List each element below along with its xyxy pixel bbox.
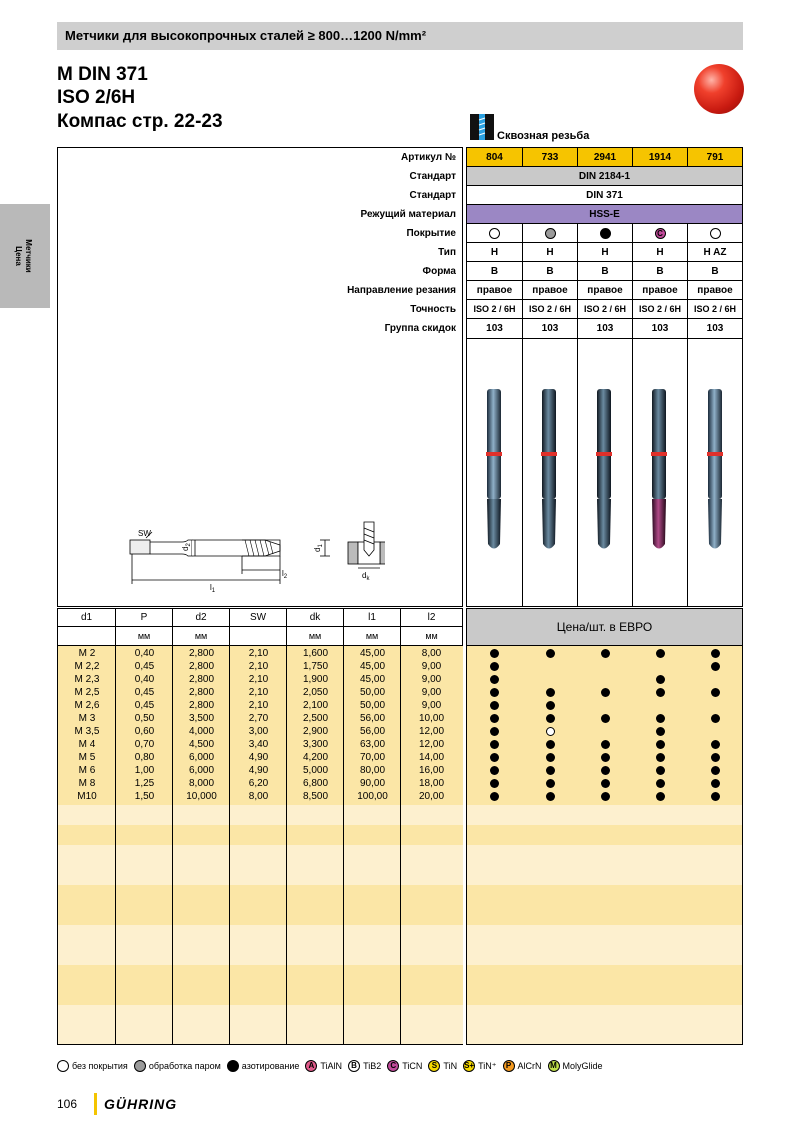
article-791[interactable]: 791 bbox=[688, 148, 742, 167]
dim-d1-sub: 1 bbox=[318, 544, 324, 548]
cell-dk: 2,100 bbox=[302, 700, 329, 711]
cell-d2: 10,000 bbox=[186, 791, 217, 802]
article-2941[interactable]: 2941 bbox=[578, 148, 633, 167]
cell-l1: 80,00 bbox=[359, 765, 386, 776]
col-header-dk: dk bbox=[287, 609, 344, 627]
type-cell: H bbox=[467, 243, 523, 262]
cell-d1: M10 bbox=[77, 791, 97, 802]
legend-label: TiN bbox=[443, 1061, 458, 1071]
available-dot-icon[interactable] bbox=[601, 766, 610, 775]
cell-l1: 70,00 bbox=[359, 752, 386, 763]
available-dot-icon[interactable] bbox=[490, 688, 499, 697]
coating-swatch-icon: B bbox=[348, 1060, 360, 1072]
legend-label: без покрытия bbox=[72, 1061, 128, 1071]
cell-d2: 4,000 bbox=[188, 726, 215, 737]
dim-l2-letter: l bbox=[282, 569, 284, 578]
coating-ticn-icon: C bbox=[655, 228, 666, 239]
price-header: Цена/шт. в ЕВРО bbox=[467, 609, 742, 646]
legend-item bbox=[348, 1060, 381, 1072]
row-stripe bbox=[467, 845, 742, 885]
label-standard1: Стандарт bbox=[409, 171, 456, 182]
legend-label: обработка паром bbox=[148, 1061, 221, 1071]
row-stripe bbox=[58, 845, 463, 885]
cell-l2: 12,00 bbox=[418, 726, 445, 737]
coating-cell bbox=[578, 224, 633, 243]
row-stripe bbox=[58, 965, 463, 1005]
dim-l2-label bbox=[282, 569, 288, 580]
available-dot-icon[interactable] bbox=[546, 753, 555, 762]
cell-p: 0,70 bbox=[134, 739, 155, 750]
cell-sw: 4,90 bbox=[248, 752, 269, 763]
cell-l2: 9,00 bbox=[421, 687, 442, 698]
cell-l2: 12,00 bbox=[418, 739, 445, 750]
available-dot-icon[interactable] bbox=[601, 688, 610, 697]
cell-p: 0,50 bbox=[134, 713, 155, 724]
unit-cell: мм bbox=[344, 627, 401, 646]
coating-nitrided-icon bbox=[600, 228, 611, 239]
row-stripe bbox=[467, 885, 742, 925]
header-bar bbox=[57, 22, 743, 50]
form-cell: B bbox=[467, 262, 523, 281]
cell-d2: 2,800 bbox=[188, 674, 215, 685]
cell-d2: 2,800 bbox=[188, 687, 215, 698]
legend-label: TiB2 bbox=[363, 1061, 382, 1071]
unit-cell bbox=[230, 627, 287, 646]
label-type: Тип bbox=[438, 247, 456, 258]
legend-item bbox=[227, 1060, 300, 1072]
cell-p: 1,25 bbox=[134, 778, 155, 789]
title-standard: M DIN 371 bbox=[57, 64, 148, 85]
available-dot-icon[interactable] bbox=[711, 688, 720, 697]
row-stripe bbox=[467, 805, 742, 825]
cell-d2: 2,800 bbox=[188, 648, 215, 659]
dim-d1-letter: d bbox=[313, 547, 322, 552]
available-dot-icon[interactable] bbox=[711, 792, 720, 801]
cell-l1: 63,00 bbox=[359, 739, 386, 750]
precision-cell: ISO 2 / 6H bbox=[578, 300, 633, 319]
legend-item bbox=[305, 1060, 342, 1072]
label-article: Артикул № bbox=[401, 152, 456, 163]
cell-sw: 4,90 bbox=[248, 765, 269, 776]
cell-l1: 50,00 bbox=[359, 687, 386, 698]
legend-item bbox=[134, 1060, 221, 1072]
legend-item bbox=[387, 1060, 422, 1072]
discount-cell: 103 bbox=[578, 319, 633, 338]
cell-dk: 2,500 bbox=[302, 713, 329, 724]
article-733[interactable]: 733 bbox=[523, 148, 578, 167]
available-dot-icon[interactable] bbox=[546, 649, 555, 658]
cell-dk: 3,300 bbox=[302, 739, 329, 750]
coating-cell bbox=[523, 224, 578, 243]
cell-d1: M 5 bbox=[78, 752, 96, 763]
row-stripe bbox=[58, 805, 463, 825]
label-form: Форма bbox=[422, 266, 456, 277]
unit-cell: мм bbox=[116, 627, 173, 646]
available-dot-icon[interactable] bbox=[656, 779, 665, 788]
unit-cell: мм bbox=[401, 627, 462, 646]
cell-sw: 2,70 bbox=[248, 713, 269, 724]
cell-l1: 56,00 bbox=[359, 713, 386, 724]
cell-l2: 16,00 bbox=[418, 765, 445, 776]
cell-d2: 6,000 bbox=[188, 752, 215, 763]
available-dot-icon[interactable] bbox=[711, 714, 720, 723]
cell-dk: 1,600 bbox=[302, 648, 329, 659]
dim-d2-label bbox=[181, 543, 192, 551]
cell-d2: 2,800 bbox=[188, 661, 215, 672]
precision-cell: ISO 2 / 6H bbox=[633, 300, 688, 319]
row-stripe bbox=[467, 1005, 742, 1044]
standard-din2184: DIN 2184-1 bbox=[467, 167, 742, 186]
cell-p: 1,50 bbox=[134, 791, 155, 802]
cell-l2: 18,00 bbox=[418, 778, 445, 789]
cell-sw: 2,10 bbox=[248, 661, 269, 672]
cell-l1: 50,00 bbox=[359, 700, 386, 711]
discount-cell: 103 bbox=[467, 319, 523, 338]
cell-sw: 3,40 bbox=[248, 739, 269, 750]
cell-d2: 3,500 bbox=[188, 713, 215, 724]
available-dot-icon[interactable] bbox=[490, 740, 499, 749]
brand-logo: GÜHRING bbox=[104, 1096, 178, 1112]
col-header-d2: d2 bbox=[173, 609, 230, 627]
col-header-sw: SW bbox=[230, 609, 287, 627]
direction-cell: правое bbox=[688, 281, 742, 300]
label-precision: Точность bbox=[410, 304, 456, 315]
cell-d1: M 2,6 bbox=[74, 700, 100, 711]
cell-l1: 45,00 bbox=[359, 661, 386, 672]
cell-l2: 8,00 bbox=[421, 648, 442, 659]
tool-images bbox=[467, 339, 742, 607]
label-material: Режущий материал bbox=[360, 209, 456, 220]
coating-swatch-icon: P bbox=[503, 1060, 515, 1072]
tool-1914-image bbox=[651, 389, 667, 549]
available-dot-icon[interactable] bbox=[656, 740, 665, 749]
cell-d1: M 6 bbox=[78, 765, 96, 776]
article-1914[interactable]: 1914 bbox=[633, 148, 688, 167]
cell-p: 0,40 bbox=[134, 674, 155, 685]
footer-accent-bar bbox=[94, 1093, 97, 1115]
legend-label: TiCN bbox=[402, 1061, 423, 1071]
row-stripe bbox=[467, 925, 742, 965]
cell-d1: M 2 bbox=[78, 648, 96, 659]
available-dot-icon[interactable] bbox=[656, 792, 665, 801]
label-coating: Покрытие bbox=[406, 228, 456, 239]
direction-cell: правое bbox=[523, 281, 578, 300]
label-discount: Группа скидок bbox=[384, 323, 456, 334]
cell-l2: 10,00 bbox=[418, 713, 445, 724]
page-number: 106 bbox=[57, 1097, 78, 1111]
article-804[interactable]: 804 bbox=[467, 148, 523, 167]
type-cell: H bbox=[633, 243, 688, 262]
available-dot-icon[interactable] bbox=[546, 779, 555, 788]
legend-item bbox=[503, 1060, 542, 1072]
coating-cell bbox=[467, 224, 523, 243]
available-dot-icon[interactable] bbox=[601, 779, 610, 788]
cell-sw: 8,00 bbox=[248, 791, 269, 802]
coating-steam-icon bbox=[545, 228, 556, 239]
side-tab-line1: Метчики bbox=[24, 239, 33, 273]
precision-cell: ISO 2 / 6H bbox=[688, 300, 742, 319]
title-compass-ref: Компас стр. 22-23 bbox=[57, 111, 223, 132]
cell-dk: 5,000 bbox=[302, 765, 329, 776]
side-tab-text bbox=[13, 239, 33, 272]
col-header-p: P bbox=[116, 609, 173, 627]
thread-type-label: Сквозная резьба bbox=[497, 130, 590, 142]
cell-d2: 2,800 bbox=[188, 700, 215, 711]
cell-d1: M 4 bbox=[78, 739, 96, 750]
cell-p: 0,45 bbox=[134, 661, 155, 672]
dim-dk-sub: k bbox=[366, 576, 370, 582]
discount-cell: 103 bbox=[706, 323, 724, 334]
available-dot-icon[interactable] bbox=[490, 792, 499, 801]
type-cell: H bbox=[523, 243, 578, 262]
cell-l1: 45,00 bbox=[359, 674, 386, 685]
direction-cell: правое bbox=[467, 281, 523, 300]
cell-d1: M 2,5 bbox=[74, 687, 100, 698]
legend-item bbox=[548, 1060, 603, 1072]
available-dot-icon[interactable] bbox=[656, 727, 665, 736]
available-dot-icon[interactable] bbox=[546, 740, 555, 749]
legend-label: TiN⁺ bbox=[478, 1060, 497, 1071]
form-cell: B bbox=[688, 262, 742, 281]
available-dot-icon[interactable] bbox=[601, 714, 610, 723]
cell-dk: 1,900 bbox=[302, 674, 329, 685]
available-dot-icon[interactable] bbox=[656, 714, 665, 723]
coating-cell bbox=[688, 224, 742, 243]
row-stripe bbox=[467, 965, 742, 1005]
form-cell: B bbox=[633, 262, 688, 281]
legend-label: азотирование bbox=[241, 1061, 300, 1071]
legend-item bbox=[463, 1060, 496, 1072]
cell-l2: 20,00 bbox=[418, 791, 445, 802]
available-dot-icon[interactable] bbox=[490, 649, 499, 658]
coating-swatch-icon: S+ bbox=[464, 1061, 475, 1070]
label-standard2: Стандарт bbox=[409, 190, 456, 201]
cell-l2: 9,00 bbox=[421, 674, 442, 685]
available-dot-icon[interactable] bbox=[490, 714, 499, 723]
side-tab bbox=[0, 204, 50, 308]
dim-d1-label bbox=[313, 544, 324, 552]
cell-l1: 90,00 bbox=[359, 778, 386, 789]
available-on-request-icon[interactable] bbox=[546, 727, 555, 736]
cell-sw: 6,20 bbox=[248, 778, 269, 789]
available-dot-icon[interactable] bbox=[711, 649, 720, 658]
col-header-l1: l1 bbox=[344, 609, 401, 627]
available-dot-icon[interactable] bbox=[711, 766, 720, 775]
label-direction: Направление резания bbox=[347, 285, 456, 296]
col-header-l2: l2 bbox=[401, 609, 462, 627]
available-dot-icon[interactable] bbox=[546, 701, 555, 710]
cell-p: 1,00 bbox=[134, 765, 155, 776]
precision-cell: ISO 2 / 6H bbox=[523, 300, 578, 319]
coating-swatch-icon bbox=[57, 1060, 69, 1072]
cell-p: 0,45 bbox=[134, 700, 155, 711]
cell-sw: 3,00 bbox=[248, 726, 269, 737]
title-tolerance: ISO 2/6H bbox=[57, 87, 136, 108]
cell-p: 0,40 bbox=[134, 648, 155, 659]
coating-swatch-icon: M bbox=[548, 1060, 560, 1072]
legend-label: TiAlN bbox=[320, 1061, 343, 1071]
tool-804-image bbox=[486, 389, 502, 549]
coating-swatch-icon: S bbox=[428, 1060, 440, 1072]
side-tab-line2: Цена bbox=[14, 246, 23, 266]
precision-cell: ISO 2 / 6H bbox=[467, 300, 523, 319]
coating-swatch-icon bbox=[134, 1060, 146, 1072]
cell-sw: 2,10 bbox=[248, 687, 269, 698]
tool-791-image bbox=[707, 389, 723, 549]
standard-din371: DIN 371 bbox=[467, 186, 742, 205]
cell-sw: 2,10 bbox=[248, 674, 269, 685]
available-dot-icon[interactable] bbox=[546, 714, 555, 723]
available-dot-icon[interactable] bbox=[656, 675, 665, 684]
dim-dk-letter: d bbox=[362, 571, 367, 580]
available-dot-icon[interactable] bbox=[490, 675, 499, 684]
available-dot-icon[interactable] bbox=[490, 662, 499, 671]
cell-d1: M 8 bbox=[78, 778, 96, 789]
direction-cell: правое bbox=[578, 281, 633, 300]
discount-cell: 103 bbox=[523, 319, 578, 338]
dim-l1-label bbox=[210, 583, 216, 594]
cell-dk: 1,750 bbox=[302, 661, 329, 672]
available-dot-icon[interactable] bbox=[711, 779, 720, 788]
form-cell: B bbox=[578, 262, 633, 281]
tap-drawing bbox=[120, 518, 385, 596]
cell-d1: M 2,2 bbox=[74, 661, 100, 672]
cell-l2: 9,00 bbox=[421, 661, 442, 672]
available-dot-icon[interactable] bbox=[601, 753, 610, 762]
row-stripe bbox=[58, 885, 463, 925]
cell-dk: 4,200 bbox=[302, 752, 329, 763]
available-dot-icon[interactable] bbox=[656, 649, 665, 658]
cell-l1: 56,00 bbox=[359, 726, 386, 737]
cell-l2: 14,00 bbox=[418, 752, 445, 763]
type-cell: H bbox=[578, 243, 633, 262]
available-dot-icon[interactable] bbox=[601, 740, 610, 749]
form-cell: B bbox=[523, 262, 578, 281]
cell-dk: 2,900 bbox=[302, 726, 329, 737]
coating-swatch-icon: A bbox=[305, 1060, 317, 1072]
available-dot-icon[interactable] bbox=[490, 701, 499, 710]
coating-swatch-icon bbox=[227, 1060, 239, 1072]
cell-d1: M 2,3 bbox=[74, 674, 100, 685]
available-dot-icon[interactable] bbox=[656, 688, 665, 697]
header-title: Метчики для высокопрочных сталей ≥ 800…1200 N/mm² bbox=[65, 28, 427, 43]
available-dot-icon[interactable] bbox=[601, 792, 610, 801]
cell-sw: 2,10 bbox=[248, 700, 269, 711]
available-dot-icon[interactable] bbox=[711, 662, 720, 671]
available-dot-icon[interactable] bbox=[490, 753, 499, 762]
hardness-ball-icon bbox=[694, 64, 744, 114]
row-stripe bbox=[467, 825, 742, 845]
through-hole-icon bbox=[470, 114, 494, 140]
dim-dk-label bbox=[362, 571, 370, 582]
available-dot-icon[interactable] bbox=[490, 766, 499, 775]
cell-d2: 8,000 bbox=[188, 778, 215, 789]
available-dot-icon[interactable] bbox=[490, 727, 499, 736]
legend-item bbox=[428, 1060, 457, 1072]
available-dot-icon[interactable] bbox=[490, 779, 499, 788]
available-dot-icon[interactable] bbox=[656, 753, 665, 762]
cell-p: 0,60 bbox=[134, 726, 155, 737]
cell-p: 0,80 bbox=[134, 752, 155, 763]
dim-d2-letter: d bbox=[181, 546, 190, 551]
unit-cell: мм bbox=[173, 627, 230, 646]
tool-733-image bbox=[541, 389, 557, 549]
cell-d1: M 3 bbox=[78, 713, 96, 724]
cell-d2: 6,000 bbox=[188, 765, 215, 776]
type-cell: H AZ bbox=[688, 243, 742, 262]
coating-none-icon bbox=[489, 228, 500, 239]
cell-d1: M 3,5 bbox=[74, 726, 100, 737]
col-header-d1: d1 bbox=[58, 609, 116, 627]
cell-p: 0,45 bbox=[134, 687, 155, 698]
row-stripe bbox=[58, 1005, 463, 1044]
available-dot-icon[interactable] bbox=[546, 688, 555, 697]
tool-2941-image bbox=[596, 389, 612, 549]
cell-l1: 100,00 bbox=[357, 791, 388, 802]
cell-sw: 2,10 bbox=[248, 648, 269, 659]
row-stripe bbox=[58, 925, 463, 965]
coating-cell bbox=[633, 224, 688, 243]
dim-sw-label: SW bbox=[138, 529, 151, 538]
available-dot-icon[interactable] bbox=[546, 766, 555, 775]
available-dot-icon[interactable] bbox=[656, 766, 665, 775]
cell-l2: 9,00 bbox=[421, 700, 442, 711]
direction-cell: правое bbox=[633, 281, 688, 300]
unit-cell: мм bbox=[287, 627, 344, 646]
material-hss-e: HSS-E bbox=[467, 205, 742, 224]
available-dot-icon[interactable] bbox=[711, 740, 720, 749]
legend-label: MolyGlide bbox=[562, 1061, 603, 1071]
discount-cell: 103 bbox=[633, 319, 688, 338]
row-stripe bbox=[58, 825, 463, 845]
coating-legend bbox=[57, 1057, 609, 1075]
cell-dk: 8,500 bbox=[302, 791, 329, 802]
unit-cell bbox=[58, 627, 116, 646]
cell-l1: 45,00 bbox=[359, 648, 386, 659]
coating-none-icon bbox=[710, 228, 721, 239]
coating-swatch-icon: C bbox=[387, 1060, 399, 1072]
dim-l1-letter: l bbox=[210, 583, 212, 592]
cell-dk: 2,050 bbox=[302, 687, 329, 698]
available-dot-icon[interactable] bbox=[546, 792, 555, 801]
available-dot-icon[interactable] bbox=[711, 753, 720, 762]
cell-d2: 4,500 bbox=[188, 739, 215, 750]
dim-d2-sub: 2 bbox=[186, 543, 192, 547]
legend-label: AlCrN bbox=[517, 1061, 542, 1071]
legend-item bbox=[57, 1060, 128, 1072]
dim-l2-sub: 2 bbox=[283, 574, 288, 580]
available-dot-icon[interactable] bbox=[601, 649, 610, 658]
dim-l1-sub: 1 bbox=[211, 588, 216, 594]
cell-dk: 6,800 bbox=[302, 778, 329, 789]
